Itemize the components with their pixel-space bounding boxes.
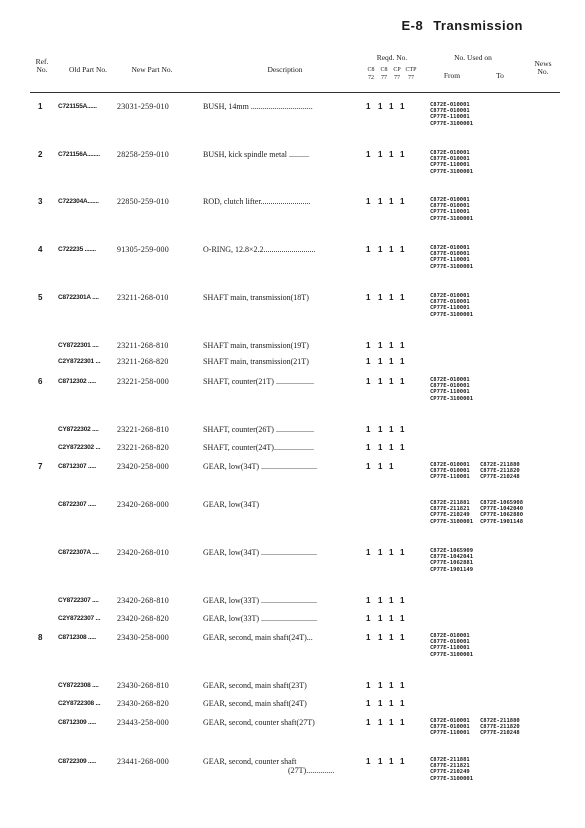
no-used-on-header: No. Used on: [454, 53, 492, 62]
required-quantity: 1: [366, 614, 371, 623]
required-quantity: 1: [389, 681, 394, 690]
required-quantity: 1: [366, 681, 371, 690]
model-cp77-header: CP 77: [393, 67, 401, 81]
serial-from: C877E-010001: [430, 468, 470, 475]
required-quantity: 1: [366, 102, 371, 111]
required-quantity: 1: [389, 699, 394, 708]
part-description: SHAFT main, transmission(21T): [203, 357, 309, 366]
new-part-number: 23211-268-820: [117, 357, 169, 366]
required-quantity: 1: [378, 102, 383, 111]
required-quantity: 1: [400, 681, 405, 690]
required-quantity: 1: [400, 757, 405, 766]
serial-to: CP77E-210248: [480, 730, 520, 737]
model-c877-header: C8 77: [380, 67, 388, 81]
required-quantity: 1: [400, 548, 405, 557]
required-quantity: 1: [366, 377, 371, 386]
old-part-number: C8722307A ....: [58, 549, 99, 556]
serial-from: CP77E-1062881: [430, 560, 474, 567]
model-ctp77-header: CTP 77: [405, 67, 417, 81]
serial-from: C877E-010001: [430, 299, 470, 306]
serial-from: CP77E-110001: [430, 389, 470, 396]
serial-from: CP77E-3100001: [430, 651, 474, 658]
new-part-number: 23211-268-810: [117, 341, 169, 350]
old-part-number: C8712308 .....: [58, 634, 97, 641]
model-c872-header: C8 72: [367, 67, 375, 81]
old-part-number: C8712309 .....: [58, 719, 97, 726]
old-part-number: C721156A........: [58, 151, 100, 158]
required-quantity: 1: [389, 614, 394, 623]
required-quantity: 1: [366, 341, 371, 350]
required-quantity: 1: [400, 357, 405, 366]
new-part-number: 23420-268-810: [117, 596, 169, 605]
serial-from: CP77E-110001: [430, 162, 470, 169]
required-quantity: 1: [400, 341, 405, 350]
serial-to: CP77E-1901148: [480, 518, 524, 525]
required-quantity: 1: [366, 245, 371, 254]
part-description: GEAR, second, counter shaft(27T): [203, 718, 315, 727]
serial-from: C872E-010001: [430, 462, 470, 468]
required-quantity: 1: [389, 718, 394, 727]
serial-from: C877E-010001: [430, 156, 470, 163]
serial-from: CP77E-110001: [430, 257, 470, 264]
required-quantity: 1: [400, 425, 405, 434]
required-quantity: 1: [400, 102, 405, 111]
required-quantity: 1: [378, 462, 383, 471]
part-description: GEAR, low(34T): [203, 500, 259, 509]
new-part-number: 23420-268-820: [117, 614, 169, 623]
required-quantity: 1: [389, 150, 394, 159]
new-part-number: 23420-268-010: [117, 548, 169, 557]
required-quantity: 1: [389, 341, 394, 350]
old-part-number: CY8722307 ....: [58, 597, 99, 604]
new-part-number: 22850-259-010: [117, 197, 169, 206]
required-quantity: 1: [378, 548, 383, 557]
ref-number: 1: [38, 102, 43, 111]
old-part-number: C2Y8722308 ...: [58, 700, 101, 707]
serial-from: CP77E-3100001: [430, 518, 474, 525]
required-quantity: 1: [378, 357, 383, 366]
serial-from: CP77E-210249: [430, 512, 470, 519]
serial-from: C877E-211821: [430, 763, 470, 770]
part-description: BUSH, 14mm ...............................: [203, 102, 313, 111]
old-part-number: C721155A......: [58, 103, 97, 110]
required-quantity: 1: [378, 633, 383, 642]
required-quantity: 1: [378, 293, 383, 302]
old-part-number: CY8722308 ....: [58, 682, 99, 689]
required-quantity: 1: [366, 699, 371, 708]
part-description: ROD, clutch lifter.........................: [203, 197, 311, 206]
serial-from: CP77E-3100001: [430, 775, 474, 782]
part-description: SHAFT, counter(21T) ...................: [203, 377, 314, 386]
serial-from: CP77E-3100001: [430, 263, 474, 270]
required-quantity: 1: [400, 245, 405, 254]
part-description: SHAFT, counter(26T) ...................: [203, 425, 314, 434]
part-description: GEAR, low(33T) ............................: [203, 596, 317, 605]
header-rule: [30, 92, 560, 93]
required-quantity: 1: [400, 614, 405, 623]
part-description: O-RING, 12.8×2.2..........................: [203, 245, 316, 254]
serial-from: CP77E-110001: [430, 730, 470, 737]
old-part-number: C8722301A ....: [58, 294, 99, 301]
required-quantity: 1: [366, 150, 371, 159]
new-part-number: 23420-268-000: [117, 500, 169, 509]
part-description: GEAR, second, main shaft(23T): [203, 681, 307, 690]
new-part-number: 23430-258-000: [117, 633, 169, 642]
old-part-number: C8722307 .....: [58, 501, 97, 508]
used-on-from: [430, 150, 473, 175]
required-quantity: 1: [389, 377, 394, 386]
new-part-number: 23221-268-820: [117, 443, 169, 452]
required-quantity: 1: [378, 341, 383, 350]
ref-number: 2: [38, 150, 43, 159]
serial-from: C872E-010001: [430, 293, 470, 299]
required-quantity: 1: [366, 357, 371, 366]
ref-number: 5: [38, 293, 43, 302]
serial-to: CP77E-1042040: [480, 506, 524, 513]
part-description-cont: (27T)..............: [288, 766, 335, 775]
new-part-number: 23420-258-000: [117, 462, 169, 471]
ref-number: 6: [38, 377, 43, 386]
required-quantity: 1: [378, 245, 383, 254]
to-header: To: [496, 71, 504, 80]
section-number: E-8: [401, 18, 424, 33]
serial-to: C872E-1065908: [480, 500, 524, 506]
required-quantity: 1: [389, 357, 394, 366]
ref-number: 4: [38, 245, 43, 254]
required-quantity: 1: [378, 681, 383, 690]
required-quantity: 1: [400, 633, 405, 642]
new-part-number: 23443-258-000: [117, 718, 169, 727]
used-on-to: [480, 718, 520, 737]
old-part-number: C2Y8722307 ...: [58, 615, 101, 622]
old-part-number: C2Y8722302 ...: [58, 444, 101, 451]
serial-to: C872E-211880: [480, 718, 520, 724]
part-description: GEAR, low(34T) ............................: [203, 462, 317, 471]
required-quantity: 1: [378, 596, 383, 605]
required-quantity: 1: [389, 197, 394, 206]
new-part-number: 23221-268-810: [117, 425, 169, 434]
serial-from: CP77E-1901149: [430, 566, 474, 573]
new-part-number: 23441-268-000: [117, 757, 169, 766]
required-quantity: 1: [389, 293, 394, 302]
required-quantity: 1: [400, 377, 405, 386]
description-header: Description: [267, 65, 303, 74]
used-on-to: [480, 462, 520, 481]
news-no-header: News No.: [534, 59, 552, 76]
required-quantity: 1: [366, 462, 371, 471]
ref-no-header: Ref. No.: [35, 57, 49, 74]
old-part-number: C722235 .......: [58, 246, 96, 253]
old-part-number: C2Y8722301 ...: [58, 358, 101, 365]
used-on-from: [430, 102, 473, 127]
serial-from: CP77E-3100001: [430, 168, 474, 175]
serial-from: C877E-010001: [430, 383, 470, 390]
ref-number: 8: [38, 633, 43, 642]
serial-from: CP77E-110001: [430, 474, 470, 481]
required-quantity: 1: [400, 443, 405, 452]
serial-from: C872E-211881: [430, 500, 470, 506]
required-quantity: 1: [400, 150, 405, 159]
section-title: Transmission: [433, 18, 523, 33]
new-part-no-header: New Part No.: [131, 65, 173, 74]
serial-from: CP77E-110001: [430, 305, 470, 312]
required-quantity: 1: [389, 596, 394, 605]
serial-from: CP77E-3100001: [430, 311, 474, 318]
required-quantity: 1: [389, 443, 394, 452]
serial-from: C872E-010001: [430, 150, 470, 156]
required-quantity: 1: [366, 443, 371, 452]
old-part-number: C722304A.......: [58, 198, 99, 205]
required-quantity: 1: [366, 197, 371, 206]
part-description: GEAR, low(33T) ............................: [203, 614, 317, 623]
ref-number: 7: [38, 462, 43, 471]
used-on-from: [430, 548, 473, 573]
used-on-from: [430, 633, 473, 658]
part-description: BUSH, kick spindle metal ..........: [203, 150, 309, 159]
required-quantity: 1: [389, 462, 394, 471]
required-quantity: 1: [378, 150, 383, 159]
serial-from: C872E-010001: [430, 633, 470, 639]
required-quantity: 1: [389, 757, 394, 766]
required-quantity: 1: [389, 245, 394, 254]
required-quantity: 1: [400, 699, 405, 708]
part-description: SHAFT main, transmission(19T): [203, 341, 309, 350]
used-on-from: [430, 500, 473, 525]
required-quantity: 1: [389, 425, 394, 434]
new-part-number: 23221-258-000: [117, 377, 169, 386]
used-on-from: [430, 757, 473, 782]
part-description: GEAR, second, main shaft(24T)...: [203, 633, 313, 642]
part-description: GEAR, second, counter shaft: [203, 757, 297, 766]
used-on-from: [430, 197, 473, 222]
required-quantity: 1: [378, 425, 383, 434]
required-quantity: 1: [389, 548, 394, 557]
required-quantity: 1: [366, 718, 371, 727]
new-part-number: 91305-259-000: [117, 245, 169, 254]
old-part-number: CY8722302 ....: [58, 426, 99, 433]
serial-to: CP77E-1062880: [480, 512, 524, 519]
required-quantity: 1: [366, 425, 371, 434]
required-quantity: 1: [366, 757, 371, 766]
ref-number: 3: [38, 197, 43, 206]
old-part-number: CY8722301 ....: [58, 342, 99, 349]
used-on-from: [430, 377, 473, 402]
old-part-number: C8712302 .....: [58, 378, 97, 385]
required-quantity: 1: [378, 757, 383, 766]
serial-to: CP77E-210248: [480, 474, 520, 481]
serial-from: C872E-010001: [430, 197, 470, 203]
serial-from: CP77E-3100001: [430, 215, 474, 222]
used-on-to: [480, 500, 523, 525]
serial-from: C872E-010001: [430, 102, 470, 108]
serial-from: C877E-010001: [430, 108, 470, 115]
serial-from: CP77E-110001: [430, 645, 470, 652]
serial-from: C877E-010001: [430, 639, 470, 646]
serial-from: C877E-010001: [430, 724, 470, 731]
required-quantity: 1: [378, 699, 383, 708]
required-quantity: 1: [366, 293, 371, 302]
used-on-from: [430, 293, 473, 318]
new-part-number: 23211-268-010: [117, 293, 169, 302]
serial-from: C872E-010001: [430, 377, 470, 383]
serial-to: C877E-211820: [480, 468, 520, 475]
used-on-from: [430, 245, 473, 270]
old-part-number: C8712307 .....: [58, 463, 97, 470]
serial-from: C877E-010001: [430, 203, 470, 210]
serial-from: C872E-010001: [430, 245, 470, 251]
serial-from: CP77E-110001: [430, 209, 470, 216]
required-quantity: 1: [378, 443, 383, 452]
required-quantity: 1: [400, 293, 405, 302]
table-header: [0, 52, 585, 90]
used-on-from: [430, 718, 470, 737]
old-part-no-header: Old Part No.: [68, 65, 108, 74]
part-description: GEAR, second, main shaft(24T): [203, 699, 307, 708]
serial-from: CP77E-210249: [430, 769, 470, 776]
required-quantity: 1: [389, 633, 394, 642]
serial-from: C872E-010001: [430, 718, 470, 724]
from-header: From: [443, 71, 461, 80]
new-part-number: 23031-259-010: [117, 102, 169, 111]
serial-from: CP77E-3100001: [430, 120, 474, 127]
part-description: GEAR, low(34T) ............................: [203, 548, 317, 557]
required-quantity: 1: [378, 197, 383, 206]
required-quantity: 1: [366, 633, 371, 642]
required-quantity: 1: [378, 377, 383, 386]
part-description: SHAFT, counter(24T)....................: [203, 443, 314, 452]
serial-to: C877E-211820: [480, 724, 520, 731]
page-title: [401, 18, 523, 33]
required-quantity: 1: [400, 197, 405, 206]
required-quantity: 1: [400, 718, 405, 727]
serial-from: C872E-1065909: [430, 548, 474, 554]
required-quantity: 1: [378, 718, 383, 727]
new-part-number: 23430-268-810: [117, 681, 169, 690]
used-on-from: [430, 462, 470, 481]
required-quantity: 1: [366, 596, 371, 605]
serial-from: C877E-010001: [430, 251, 470, 258]
old-part-number: C8722309 .....: [58, 758, 97, 765]
serial-from: C877E-1042041: [430, 554, 474, 561]
serial-from: CP77E-3100001: [430, 395, 474, 402]
new-part-number: 28258-259-010: [117, 150, 169, 159]
serial-from: C877E-211821: [430, 506, 470, 513]
new-part-number: 23430-268-820: [117, 699, 169, 708]
reqd-no-header: Reqd. No.: [376, 53, 408, 62]
serial-from: CP77E-110001: [430, 114, 470, 121]
serial-to: C872E-211880: [480, 462, 520, 468]
required-quantity: 1: [400, 596, 405, 605]
required-quantity: 1: [366, 548, 371, 557]
serial-from: C872E-211881: [430, 757, 470, 763]
part-description: SHAFT main, transmission(18T): [203, 293, 309, 302]
required-quantity: 1: [378, 614, 383, 623]
required-quantity: 1: [389, 102, 394, 111]
